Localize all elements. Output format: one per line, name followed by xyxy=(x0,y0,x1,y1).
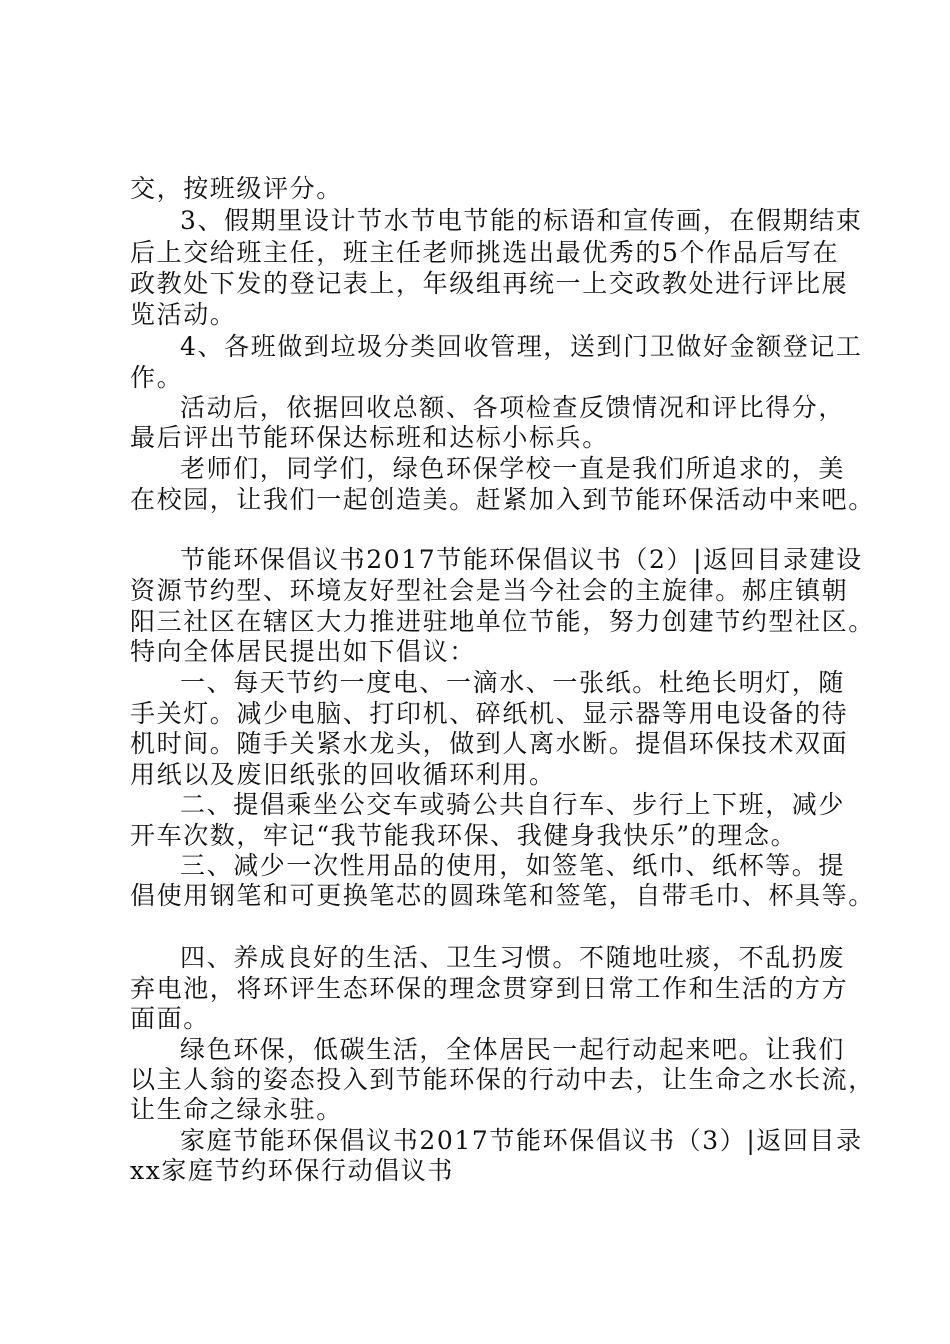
text-line: 在校园，让我们一起创造美。赶紧加入到节能环保活动中来吧。 xyxy=(130,485,875,514)
text-line: 览活动。 xyxy=(130,300,237,329)
text-line: 三、减少一次性用品的使用，如签笔、纸巾、纸杯等。提 xyxy=(180,851,846,880)
text-line: 手关灯。减少电脑、打印机、碎纸机、显示器等用电设备的待 xyxy=(130,699,849,728)
text-line: 阳三社区在辖区大力推进驻地单位节能，努力创建节约型社区。 xyxy=(130,607,875,636)
text-line: 交，按班级评分。 xyxy=(130,174,343,203)
text-line: 作。 xyxy=(130,363,184,392)
text-line: xx家庭节约环保行动倡议书 xyxy=(130,1156,454,1185)
text-line: 四、养成良好的生活、卫生习惯。不随地吐痰，不乱扔废 xyxy=(180,943,846,972)
text-line: 活动后，依据回收总额、各项检查反馈情况和评比得分， xyxy=(180,393,846,422)
text-line: 一、每天节约一度电、一滴水、一张纸。杜绝长明灯，随 xyxy=(180,668,846,697)
text-line: 二、提倡乘坐公交车或骑公共自行车、步行上下班，减少 xyxy=(180,790,846,819)
text-line: 3、假期里设计节水节电节能的标语和宣传画，在假期结束 xyxy=(180,206,863,235)
text-line: 老师们，同学们，绿色环保学校一直是我们所追求的，美 xyxy=(180,454,846,483)
text-line: 家庭节能环保倡议书2017节能环保倡议书（3）|返回目录 xyxy=(180,1126,863,1155)
text-line: 倡使用钢笔和可更换笔芯的圆珠笔和签笔，自带毛巾、杯具等。 xyxy=(130,881,875,910)
text-line: 用纸以及废旧纸张的回收循环利用。 xyxy=(130,760,556,789)
text-line: 面面。 xyxy=(130,1004,210,1033)
text-line: 4、各班做到垃圾分类回收管理，送到门卫做好金额登记工 xyxy=(180,332,863,361)
text-line: 弃电池，将环评生态环保的理念贯穿到日常工作和生活的方方 xyxy=(130,974,849,1003)
text-line: 让生命之绿永驻。 xyxy=(130,1095,343,1124)
text-line: 节能环保倡议书2017节能环保倡议书（2）|返回目录建设 xyxy=(180,545,863,574)
text-line: 资源节约型、环境友好型社会是当今社会的主旋律。郝庄镇朝 xyxy=(130,576,849,605)
text-line: 绿色环保，低碳生活，全体居民一起行动起来吧。让我们 xyxy=(180,1035,846,1064)
text-line: 机时间。随手关紧水龙头，做到人离水断。提倡环保技术双面 xyxy=(130,729,849,758)
text-line: 政教处下发的登记表上，年级组再统一上交政教处进行评比展 xyxy=(130,269,849,298)
text-line: 以主人翁的姿态投入到节能环保的行动中去，让生命之水长流， xyxy=(130,1065,875,1094)
text-line: 最后评出节能环保达标班和达标小标兵。 xyxy=(130,423,609,452)
text-line: 开车次数，牢记“我节能我环保、我健身我快乐”的理念。 xyxy=(130,821,798,850)
text-line: 后上交给班主任，班主任老师挑选出最优秀的5个作品后写在 xyxy=(130,238,840,267)
text-line: 特向全体居民提出如下倡议： xyxy=(130,637,476,666)
